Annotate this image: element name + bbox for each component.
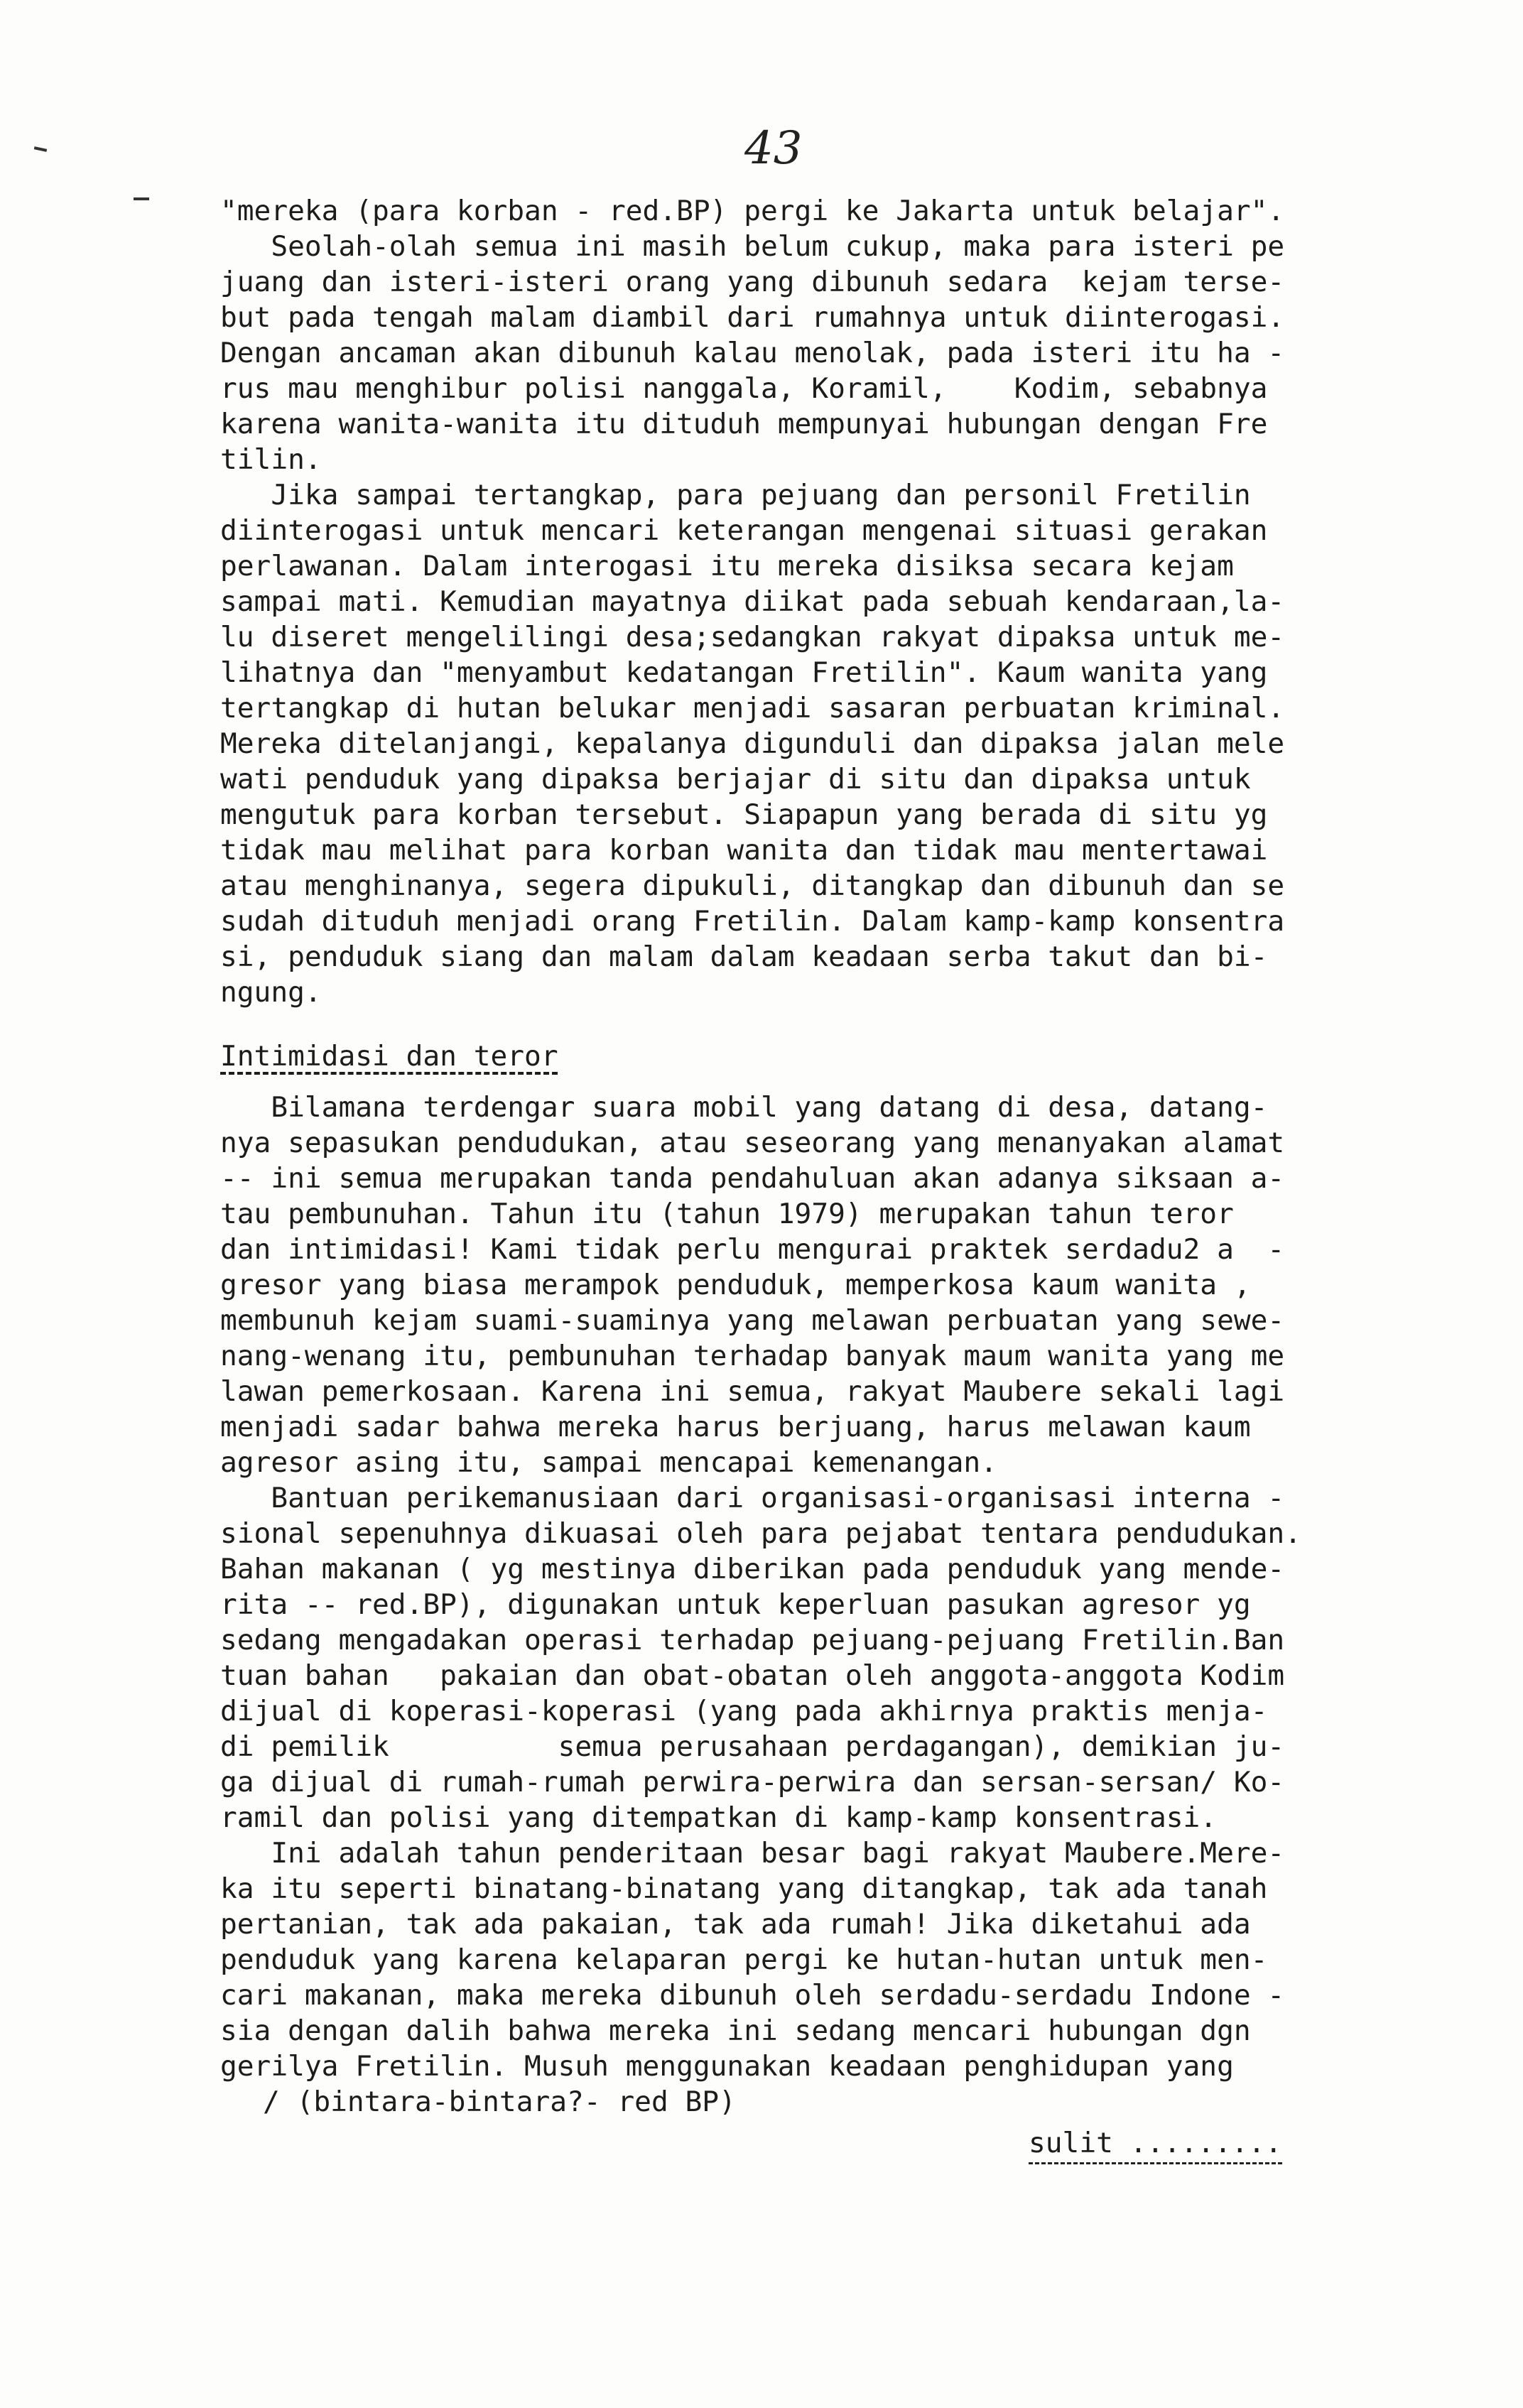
text-line: Bantuan perikemanusiaan dari organisasi-organisasi interna - [220,1482,1285,1514]
text-line: sia dengan dalih bahwa mereka ini sedang mencari hubungan dgn [220,2014,1251,2047]
text-line: membunuh kejam suami-suaminya yang melawan perbuatan yang sewe- [220,1304,1285,1337]
text-line: pertanian, tak ada pakaian, tak ada rumah! Jika diketahui ada [220,1908,1251,1941]
catchword: sulit ......... [1029,2127,1282,2164]
text-line: atau menghinanya, segera dipukuli, ditangkap dan dibunuh dan se [220,869,1285,902]
text-line: Bilamana terdengar suara mobil yang datang di desa, datang- [220,1091,1268,1124]
text-line: cari makanan, maka mereka dibunuh oleh serdadu-serdadu Indone - [220,1979,1285,2012]
text-line: tau pembunuhan. Tahun itu (tahun 1979) merupakan tahun teror [220,1198,1234,1230]
text-line: karena wanita-wanita itu dituduh mempunyai hubungan dengan Fre [220,408,1268,440]
footnote: / (bintara-bintara?- red BP) [263,2086,736,2118]
text-line: lawan pemerkosaan. Karena ini semua, rakyat Maubere sekali lagi [220,1375,1285,1408]
text-line: ramil dan polisi yang ditempatkan di kamp-kamp konsentrasi. [220,1801,1218,1834]
text-line: penduduk yang karena kelaparan pergi ke hutan-hutan untuk men- [220,1943,1268,1976]
page-number: 43 [744,122,803,175]
text-line: dan intimidasi! Kami tidak perlu mengurai praktek serdadu2 a - [220,1233,1285,1266]
text-line: perlawanan. Dalam interogasi itu mereka disiksa secara kejam [220,550,1234,582]
text-line: gresor yang biasa merampok penduduk, memperkosa kaum wanita , [220,1269,1251,1301]
text-line: diinterogasi untuk mencari keterangan mengenai situasi gerakan [220,514,1268,547]
text-line: menjadi sadar bahwa mereka harus berjuang, harus melawan kaum [220,1411,1251,1443]
text-line: ngung. [220,976,322,1009]
text-line: di pemilik semua perusahaan perdagangan), demikian ju- [220,1730,1285,1763]
text-line: nang-wenang itu, pembunuhan terhadap banyak maum wanita yang me [220,1340,1285,1372]
text-line: ga dijual di rumah-rumah perwira-perwira dan sersan-sersan/ Ko- [220,1766,1285,1799]
text-line: Jika sampai tertangkap, para pejuang dan personil Fretilin [220,479,1251,511]
text-line: juang dan isteri-isteri orang yang dibunuh sedara kejam terse- [220,266,1285,298]
text-line: tertangkap di hutan belukar menjadi sasaran perbuatan kriminal. [220,692,1285,725]
text-line: wati penduduk yang dipaksa berjajar di situ dan dipaksa untuk [220,763,1251,796]
text-line: dijual di koperasi-koperasi (yang pada akhirnya praktis menja- [220,1695,1268,1728]
text-line: Mereka ditelanjangi, kepalanya digunduli dan dipaksa jalan mele [220,727,1285,760]
text-line: "mereka (para korban - red.BP) pergi ke Jakarta untuk belajar". [220,195,1285,227]
section-heading: Intimidasi dan teror [220,1040,558,1073]
text-line: sudah dituduh menjadi orang Fretilin. Dalam kamp-kamp konsentra [220,905,1285,938]
text-line: mengutuk para korban tersebut. Siapapun yang berada di situ yg [220,798,1268,831]
text-line: rus mau menghibur polisi nanggala, Koramil, Kodim, sebabnya [220,372,1268,405]
text-line: Dengan ancaman akan dibunuh kalau menolak, pada isteri itu ha - [220,337,1285,369]
margin-mark [34,146,47,152]
text-line: sedang mengadakan operasi terhadap pejuang-pejuang Fretilin.Ban [220,1624,1285,1656]
text-line: Ini adalah tahun penderitaan besar bagi rakyat Maubere.Mere- [220,1837,1285,1870]
text-line: Bahan makanan ( yg mestinya diberikan pada penduduk yang mende- [220,1553,1285,1585]
text-line: lihatnya dan "menyambut kedatangan Fretilin". Kaum wanita yang [220,656,1268,689]
text-line: agresor asing itu, sampai mencapai kemenangan. [220,1446,997,1479]
text-line: ka itu seperti binatang-binatang yang ditangkap, tak ada tanah [220,1872,1268,1905]
text-line: nya sepasukan pendudukan, atau seseorang yang menanyakan alamat [220,1127,1285,1159]
text-line: tilin. [220,443,322,476]
text-line: sional sepenuhnya dikuasai oleh para pejabat tentara pendudukan. [220,1517,1301,1550]
margin-mark [134,197,149,200]
text-line: Seolah-olah semua ini masih belum cukup, maka para isteri pe [220,230,1285,263]
text-line: si, penduduk siang dan malam dalam keadaan serba takut dan bi- [220,940,1268,973]
text-line: but pada tengah malam diambil dari rumahnya untuk diinterogasi. [220,301,1285,334]
text-line: lu diseret mengelilingi desa;sedangkan rakyat dipaksa untuk me- [220,621,1285,653]
text-line: sampai mati. Kemudian mayatnya diikat pada sebuah kendaraan,la- [220,585,1285,618]
text-line: -- ini semua merupakan tanda pendahuluan akan adanya siksaan a- [220,1162,1285,1195]
text-line: gerilya Fretilin. Musuh menggunakan keadaan penghidupan yang [220,2050,1234,2083]
text-line: rita -- red.BP), digunakan untuk keperluan pasukan agresor yg [220,1588,1251,1621]
text-line: tidak mau melihat para korban wanita dan tidak mau mentertawai [220,834,1268,867]
text-line: tuan bahan pakaian dan obat-obatan oleh anggota-anggota Kodim [220,1659,1285,1692]
